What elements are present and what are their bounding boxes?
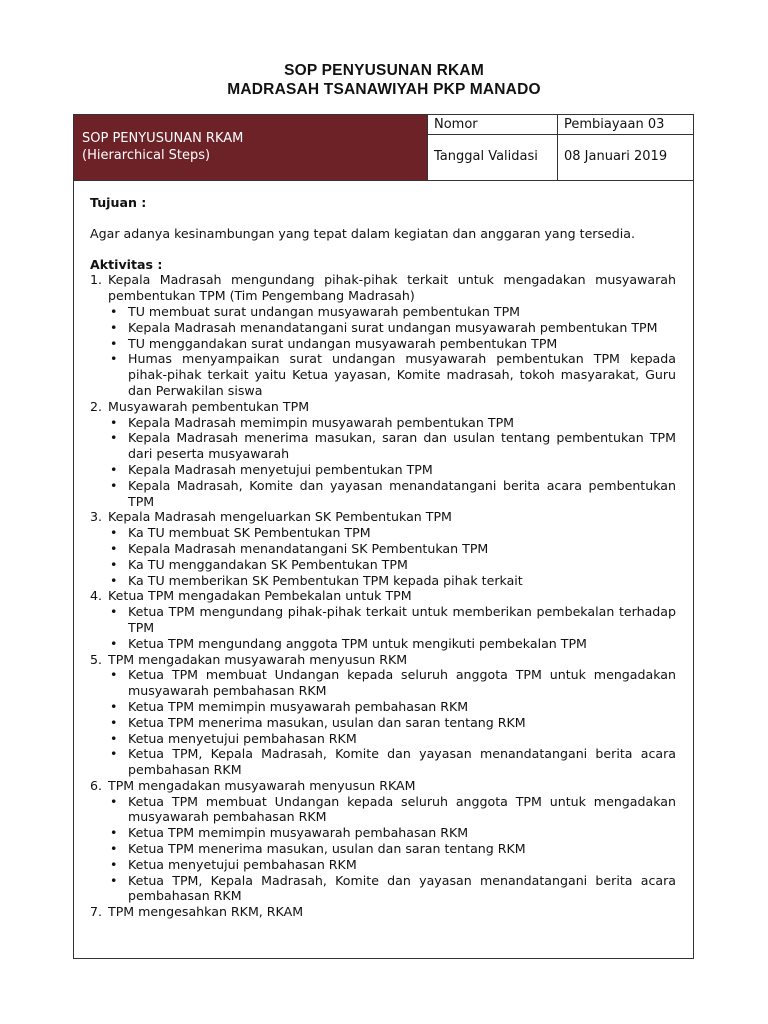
step-sub-item [90, 715, 676, 731]
document-title: SOP PENYUSUNAN RKAM [284, 62, 484, 79]
step-number: 6. [90, 777, 103, 793]
aktivitas-step [90, 509, 676, 588]
step-sub-item [90, 746, 676, 778]
bullet-icon: • [110, 714, 118, 730]
sub-item-text: Kepala Madrasah, Komite dan yayasan menandatangani berita acara pembentukan TPM [128, 477, 676, 509]
step-sub-item [90, 541, 676, 557]
step-number: 3. [90, 509, 103, 525]
sub-item-text: Ketua menyetujui pembahasan RKM [128, 856, 357, 872]
sub-item-text: Kepala Madrasah menandatangani SK Pembentukan TPM [128, 540, 489, 556]
sub-item-text: Ketua menyetujui pembahasan RKM [128, 730, 357, 746]
step-number: 2. [90, 398, 103, 414]
step-sub-item [90, 841, 676, 857]
step-sub-item [90, 794, 676, 826]
bullet-icon: • [110, 461, 118, 477]
sub-item-text: Ketua TPM mengundang anggota TPM untuk mengikuti pembekalan TPM [128, 635, 587, 651]
sub-item-text: Ketua TPM memimpin musyawarah pembahasan RKM [128, 698, 469, 714]
step-sub-item [90, 430, 676, 462]
sop-content [90, 195, 676, 920]
step-sub-item [90, 351, 676, 398]
sub-item-text: Kepala Madrasah menandatangani surat undangan musyawarah pembentukan TPM [128, 319, 658, 335]
step-text: TPM mengadakan musyawarah menyusun RKM [108, 651, 408, 667]
bullet-icon: • [110, 414, 118, 430]
step-sub-item [90, 731, 676, 747]
bullet-icon: • [110, 793, 118, 809]
step-number: 4. [90, 588, 103, 604]
step-number: 5. [90, 651, 103, 667]
bullet-icon: • [110, 635, 118, 651]
tanggal-label: Tanggal Validasi [428, 135, 558, 181]
sub-item-text: Ketua TPM membuat Undangan kepada seluruh anggota TPM untuk mengadakan musyawarah pembahasan RKM [128, 667, 676, 699]
header-title: SOP PENYUSUNAN RKAM [82, 131, 244, 146]
step-sub-item [90, 320, 676, 336]
bullet-icon: • [110, 351, 118, 367]
bullet-icon: • [110, 303, 118, 319]
bullet-icon: • [110, 477, 118, 493]
bullet-icon: • [110, 335, 118, 351]
bullet-icon: • [110, 319, 118, 335]
aktivitas-step [90, 272, 676, 398]
bullet-icon: • [110, 825, 118, 841]
sub-item-text: Kepala Madrasah menyetujui pembentukan TPM [128, 461, 433, 477]
bullet-icon: • [110, 841, 118, 857]
bullet-icon: • [110, 540, 118, 556]
aktivitas-step [90, 399, 676, 510]
step-text: TPM mengadakan musyawarah menyusun RKAM [108, 777, 416, 793]
sub-item-text: Kepala Madrasah memimpin musyawarah pembentukan TPM [128, 414, 515, 430]
bullet-icon: • [110, 572, 118, 588]
bullet-icon: • [110, 856, 118, 872]
sub-item-text: Ketua TPM memimpin musyawarah pembahasan RKM [128, 825, 469, 841]
step-sub-item [90, 873, 676, 905]
tujuan-text: Agar adanya kesinambungan yang tepat dalam kegiatan dan anggaran yang tersedia. [90, 225, 636, 241]
sub-item-text: Humas menyampaikan surat undangan musyawarah pembentukan TPM kepada pihak-pihak terkait yaitu Ketua yayasan, Komite madrasah, tokoh masyarakat, Guru dan Perwakilan siswa [128, 351, 676, 398]
aktivitas-step [90, 778, 676, 904]
sub-item-text: Ka TU membuat SK Pembentukan TPM [128, 525, 371, 541]
step-sub-item [90, 667, 676, 699]
document-subtitle: MADRASAH TSANAWIYAH PKP MANADO [227, 81, 541, 98]
sop-table [73, 114, 694, 959]
sub-item-text: Ketua TPM membuat Undangan kepada seluruh anggota TPM untuk mengadakan musyawarah pembahasan RKM [128, 793, 676, 825]
header-subtitle: (Hierarchical Steps) [82, 148, 211, 163]
step-text: Musyawarah pembentukan TPM [108, 398, 310, 414]
step-sub-item [90, 636, 676, 652]
step-text: Ketua TPM mengadakan Pembekalan untuk TPM [108, 588, 412, 604]
step-sub-item [90, 825, 676, 841]
aktivitas-heading: Aktivitas : [90, 256, 163, 272]
bullet-icon: • [110, 430, 118, 446]
sub-item-text: TU menggandakan surat undangan musyawarah pembentukan TPM [128, 335, 558, 351]
tanggal-value: 08 Januari 2019 [558, 135, 693, 181]
bullet-icon: • [110, 746, 118, 762]
sub-item-text: Ketua TPM, Kepala Madrasah, Komite dan yayasan menandatangani berita acara pembahasan RKM [128, 872, 676, 904]
step-sub-item [90, 557, 676, 573]
nomor-value: Pembiayaan 03 [558, 115, 693, 135]
aktivitas-step [90, 904, 676, 920]
aktivitas-step [90, 652, 676, 778]
sub-item-text: Ketua TPM mengundang pihak-pihak terkait untuk memberikan pembekalan terhadap TPM [128, 604, 676, 635]
step-number: 7. [90, 904, 103, 920]
step-sub-item [90, 304, 676, 320]
step-sub-item [90, 573, 676, 589]
step-number: 1. [90, 272, 103, 288]
bullet-icon: • [110, 730, 118, 746]
header-title-cell [74, 115, 428, 181]
tujuan-heading: Tujuan : [90, 195, 147, 210]
step-sub-item [90, 415, 676, 431]
step-sub-item [90, 604, 676, 636]
bullet-icon: • [110, 667, 118, 683]
aktivitas-step [90, 588, 676, 651]
bullet-icon: • [110, 604, 118, 620]
sub-item-text: Ketua TPM menerima masukan, usulan dan saran tentang RKM [128, 714, 526, 730]
sub-item-text: Ka TU memberikan SK Pembentukan TPM kepada pihak terkait [128, 572, 523, 588]
step-sub-item [90, 478, 676, 510]
step-text: TPM mengesahkan RKM, RKAM [108, 904, 304, 920]
step-sub-item [90, 699, 676, 715]
sub-item-text: Kepala Madrasah menerima masukan, saran dan usulan tentang pembentukan TPM dari peserta musyawarah [128, 430, 676, 462]
step-sub-item [90, 462, 676, 478]
step-text: Kepala Madrasah mengeluarkan SK Pembentukan TPM [108, 509, 452, 525]
step-sub-item [90, 857, 676, 873]
step-text: Kepala Madrasah mengundang pihak-pihak terkait untuk mengadakan musyawarah pembentukan TPM (Tim Pengembang Madrasah) [108, 272, 676, 304]
bullet-icon: • [110, 556, 118, 572]
bullet-icon: • [110, 872, 118, 888]
bullet-icon: • [110, 525, 118, 541]
step-sub-item [90, 525, 676, 541]
aktivitas-list [90, 272, 676, 920]
sub-item-text: Ketua TPM menerima masukan, usulan dan saran tentang RKM [128, 841, 526, 857]
step-sub-item [90, 336, 676, 352]
nomor-label: Nomor [428, 115, 558, 135]
sub-item-text: Ketua TPM, Kepala Madrasah, Komite dan yayasan menandatangani berita acara pembahasan RKM [128, 746, 676, 778]
sub-item-text: TU membuat surat undangan musyawarah pembentukan TPM [128, 303, 521, 319]
sub-item-text: Ka TU menggandakan SK Pembentukan TPM [128, 556, 408, 572]
bullet-icon: • [110, 698, 118, 714]
